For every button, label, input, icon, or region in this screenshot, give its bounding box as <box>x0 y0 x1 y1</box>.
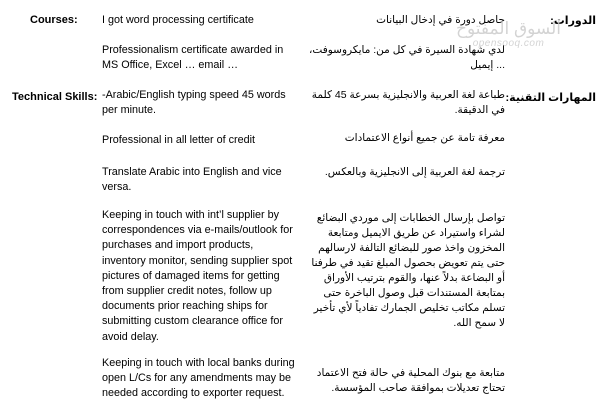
arabic-line-7: متابعة مع بنوك المحلية في حالة فتح الاعتماد تحتاج تعديلات بموافقة صاحب المؤسسة. <box>316 367 505 394</box>
opensooq-watermark <box>441 20 576 50</box>
arabic-line-4: معرفة تامة عن جميع أنواع الاعتمادات <box>344 132 505 144</box>
courses-label-arabic: الدورات: <box>550 15 596 27</box>
watermark-arabic-text: السوق المفتوح <box>456 19 561 38</box>
english-line-5: Translate Arabic into English and vice versa. <box>102 166 282 194</box>
english-line-1: I got word processing certificate <box>102 14 254 26</box>
english-line-7: Keeping in touch with local banks during open L/Cs for any amendments may be needed according to exporter request. <box>102 357 295 400</box>
arabic-line-3: طباعة لغة العربية والانجليزية بسرعة 45 كلمة في الدقيقة. <box>311 89 505 116</box>
courses-label: Courses: <box>30 14 78 26</box>
english-line-2: Professionalism certificate awarded in MS Office, Excel … email … <box>102 44 284 72</box>
watermark-domain-text: opensooq.com <box>472 38 545 49</box>
arabic-line-6: تواصل بإرسال الخطابات إلى موردي البضائع لشراء واستيراد عن طريق الايميل ومتابعة المخزون واخذ صور للبضائع التالفة لارسالهم حتى يتم تعويض بحصول المبلغ تقيد في طرفنا أو البضاعة بدلاً عنها، والقوم بترتيب الأوراق بمتابعة المستندات قبل وصول الباخرة حتى تسلم مكاتب تخليص الجمارك تفادياً لأي تأخير لا سمح الله. <box>311 212 505 329</box>
english-line-6: Keeping in touch with int’l supplier by correspondences via e-mails/outlook for purchases and import products, inventory monitor, sending supplier spot pictures of damaged items for getting from supplier credit notes, follow up documents prior reaching ships for submitting custom clearance office for avoid delay. <box>102 209 293 343</box>
arabic-line-5: ترجمة لغة العربية إلى الانجليزية وبالعكس. <box>324 166 505 178</box>
technical-skills-label: Technical Skills: <box>12 91 98 103</box>
arabic-line-1: حاصل دورة في إدخال البيانات <box>376 14 505 26</box>
english-line-4: Professional in all letter of credit <box>102 134 256 146</box>
arabic-line-2: لدي شهادة السيرة في كل من: مايكروسوفت، ... إيميل <box>309 44 505 71</box>
english-line-3: -Arabic/English typing speed 45 words per minute. <box>102 89 286 117</box>
technical-skills-label-arabic: المهارات التقنية: <box>505 92 596 104</box>
